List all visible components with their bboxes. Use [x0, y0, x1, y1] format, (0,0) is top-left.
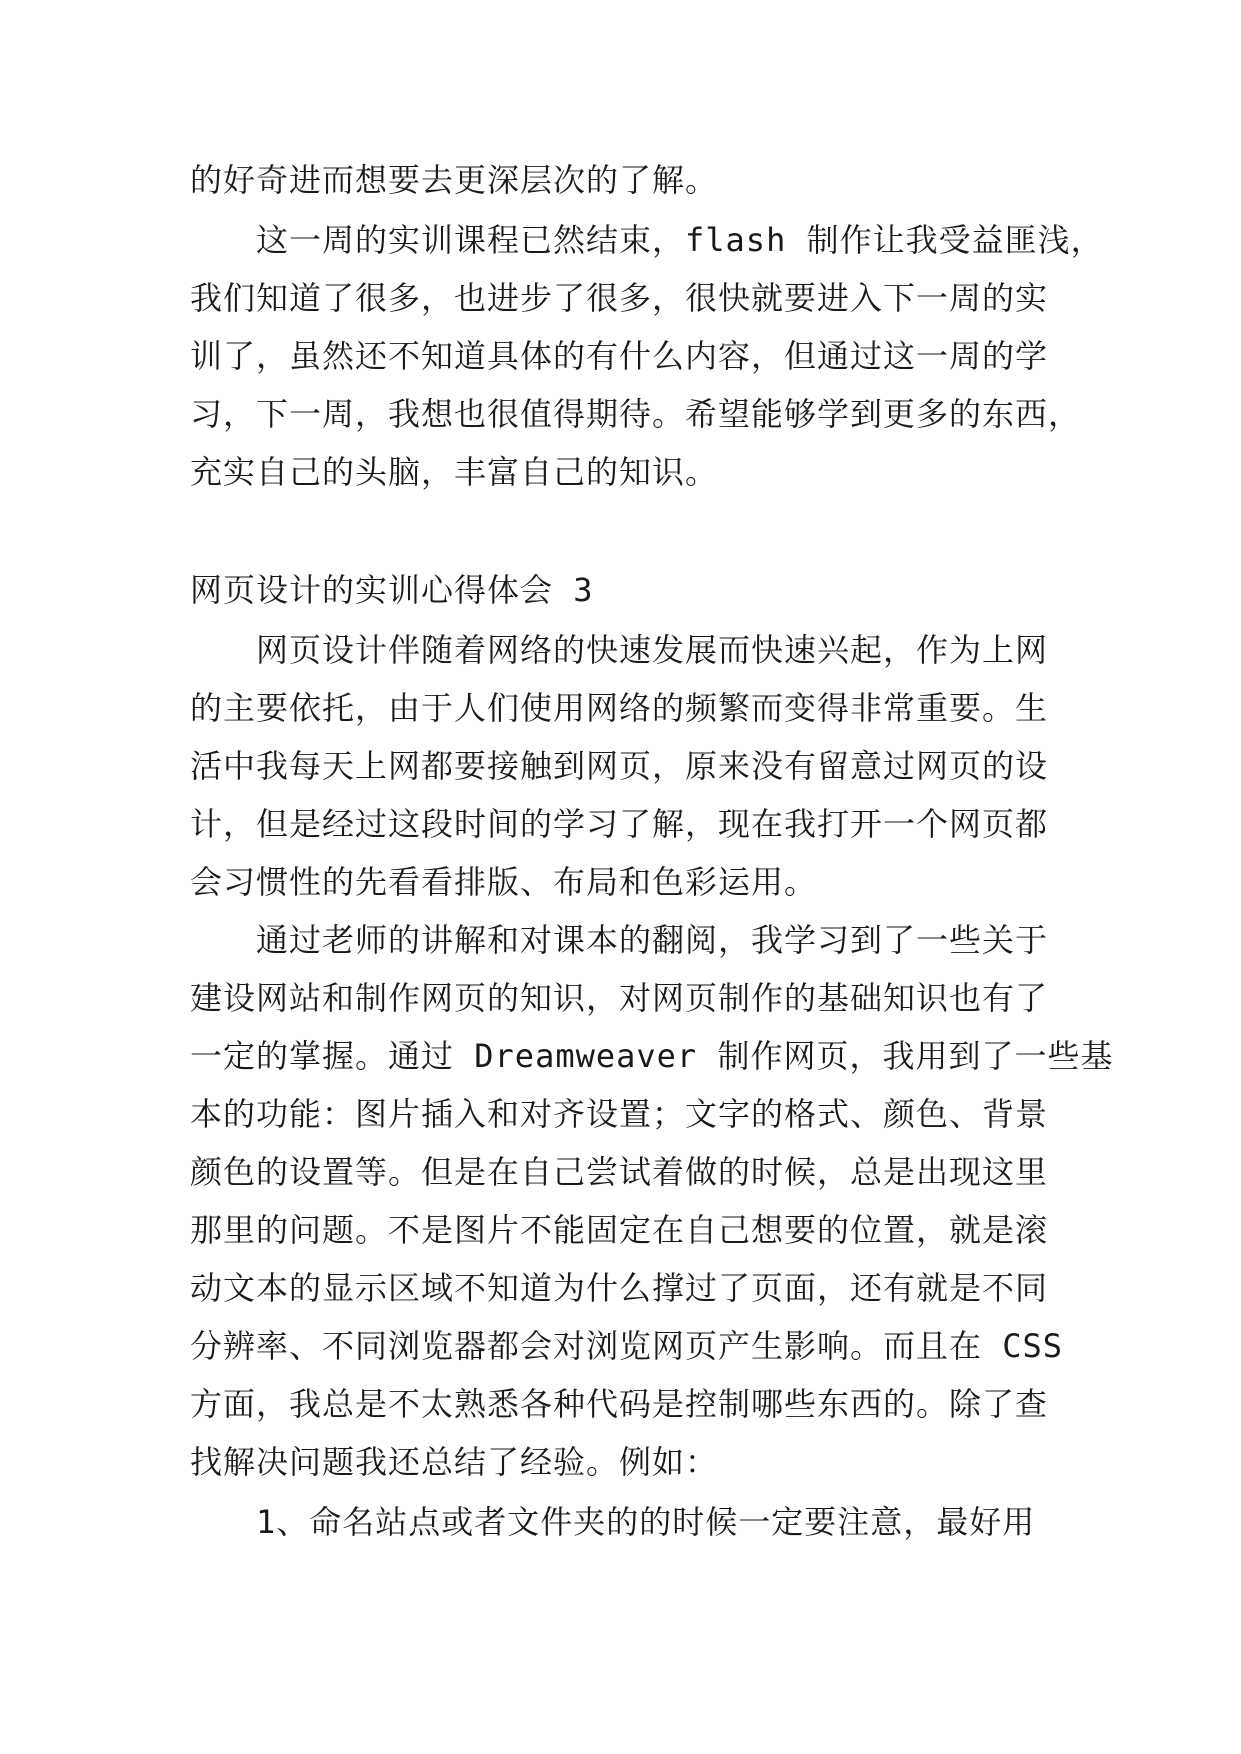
text-line: 活中我每天上网都要接触到网页，原来没有留意过网页的设: [190, 747, 1049, 785]
text-line: 的好奇进而想要去更深层次的了解。: [190, 161, 719, 199]
paragraph-first-line: 网页设计伴随着网络的快速发展而快速兴起，作为上网: [256, 631, 1049, 669]
text-line: 找解决问题我还总结了经验。例如：: [190, 1443, 719, 1481]
text-line: 的主要依托，由于人们使用网络的频繁而变得非常重要。生: [190, 689, 1049, 727]
list-item: 1、命名站点或者文件夹的的时候一定要注意，最好用: [256, 1503, 1036, 1541]
text-line: 习，下一周，我想也很值得期待。希望能够学到更多的东西，: [190, 395, 1082, 433]
text-line: 那里的问题。不是图片不能固定在自己想要的位置，就是滚: [190, 1211, 1049, 1249]
text-line: 建设网站和制作网页的知识，对网页制作的基础知识也有了: [190, 979, 1049, 1017]
text-line: 充实自己的头脑，丰富自己的知识。: [190, 453, 719, 491]
text-line: 本的功能：图片插入和对齐设置；文字的格式、颜色、背景: [190, 1095, 1049, 1133]
text-line: 计，但是经过这段时间的学习了解，现在我打开一个网页都: [190, 805, 1049, 843]
paragraph-first-line: 通过老师的讲解和对课本的翻阅，我学习到了一些关于: [256, 921, 1049, 959]
text-line: 方面，我总是不太熟悉各种代码是控制哪些东西的。除了查: [190, 1385, 1049, 1423]
text-line: 训了，虽然还不知道具体的有什么内容，但通过这一周的学: [190, 337, 1049, 375]
text-line: 分辨率、不同浏览器都会对浏览网页产生影响。而且在 CSS: [190, 1327, 1064, 1365]
text-line: 动文本的显示区域不知道为什么撑过了页面，还有就是不同: [190, 1269, 1049, 1307]
text-line: 一定的掌握。通过 Dreamweaver 制作网页，我用到了一些基: [190, 1037, 1114, 1075]
text-line: 我们知道了很多，也进步了很多，很快就要进入下一周的实: [190, 279, 1049, 317]
text-line: 颜色的设置等。但是在自己尝试着做的时候，总是出现这里: [190, 1153, 1049, 1191]
section-heading: 网页设计的实训心得体会 3: [190, 571, 594, 609]
paragraph-first-line: 这一周的实训课程已然结束，flash 制作让我受益匪浅，: [256, 221, 1104, 259]
text-line: 会习惯性的先看看排版、布局和色彩运用。: [190, 863, 818, 901]
